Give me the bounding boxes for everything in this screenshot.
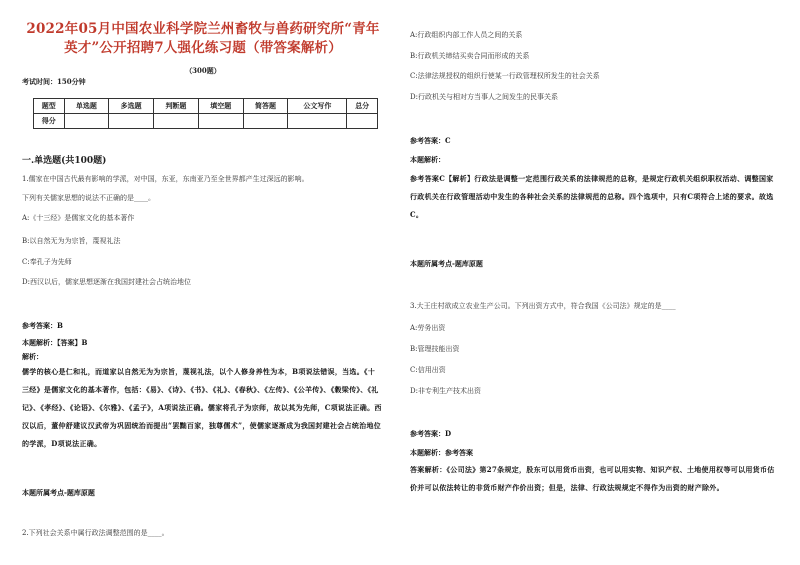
score-header-cell: 多选题	[109, 99, 154, 114]
score-cell	[288, 114, 347, 129]
q1-option-d: D:西汉以后，儒家思想逐渐在我国封建社会占统治地位	[22, 278, 191, 286]
score-cell	[243, 114, 288, 129]
q1-option-b: B:以自然无为为宗旨，蔑视礼法	[22, 237, 121, 245]
q1-option-c: C:奉孔子为先师	[22, 258, 72, 266]
q2-analysis-label: 本题解析：	[410, 155, 445, 164]
q1-option-a: A:《十三经》是儒家文化的基本著作	[22, 214, 135, 222]
score-header-cell: 填空题	[198, 99, 243, 114]
score-note: （300题）	[185, 66, 221, 75]
q1-analysis-head: 解析：	[22, 352, 43, 361]
q1-answer: 参考答案：B	[22, 321, 63, 330]
q2-option-b: B:行政机关缔结买卖合同而形成的关系	[410, 52, 530, 60]
q3-option-a: A:劳务出资	[410, 324, 446, 332]
score-cell	[347, 114, 378, 129]
q1-stem-line2: 下列有关儒家思想的说法不正确的是____。	[22, 194, 155, 202]
score-table	[33, 98, 378, 129]
q1-analysis-label: 本题解析：【答案】B	[22, 338, 88, 347]
score-header-cell: 单选题	[64, 99, 109, 114]
q2-option-c: C:法律法规授权的组织行使某一行政管理权所发生的社会关系	[410, 72, 600, 80]
score-header-cell: 公文写作	[288, 99, 347, 114]
q3-analysis-label: 本题解析：参考答案	[410, 448, 473, 457]
score-header-cell: 判断题	[154, 99, 199, 114]
score-header-cell: 总分	[347, 99, 378, 114]
document-title: 2022年05月中国农业科学院兰州畜牧与兽药研究所“青年英才”公开招聘7人强化练习题（带答案解析）	[26, 21, 380, 56]
q2-option-a: A:行政组织内部工作人员之间的关系	[410, 31, 523, 39]
q2-answer: 参考答案：C	[410, 136, 451, 145]
section-heading: 一.单选题(共100题)	[22, 156, 107, 166]
score-cell	[109, 114, 154, 129]
q2-analysis-body: 参考答案C【解析】行政法是调整一定范围行政关系的法律规范的总称，是规定行政机关组织职权活动、调整国家行政机关在行政管理活动中发生的各种社会关系的法律规范的总称。四个选项中，只有C项符合上述的要求。故选C。	[410, 174, 774, 219]
q2-exam-point: 本题所属考点-题库原题	[410, 259, 483, 268]
q1-exam-point: 本题所属考点-题库原题	[22, 488, 95, 497]
q3-answer: 参考答案：D	[410, 429, 452, 438]
score-header-cell: 简答题	[243, 99, 288, 114]
score-table-header-row	[34, 99, 378, 114]
score-row-label: 得分	[34, 114, 65, 129]
q2-option-d: D:行政机关与相对方当事人之间发生的民事关系	[410, 93, 558, 101]
q3-option-d: D:非专利生产技术出资	[410, 387, 481, 395]
q3-analysis-body: 答案解析：《公司法》第27条规定，股东可以用货币出资，也可以用实物、知识产权、土地使用权等可以用货币估价并可以依法转让的非货币财产作价出资；但是，法律、行政法规规定不得作为出资的财产除外。	[410, 465, 775, 492]
q1-stem-line1: 1.儒家在中国古代最有影响的学派，对中国，东亚，东南亚乃至全世界都产生过深远的影响。	[22, 175, 309, 183]
exam-time: 考试时间：150分钟	[22, 77, 86, 86]
score-header-cell: 题型	[34, 99, 65, 114]
q3-option-b: B:管理技能出资	[410, 345, 460, 353]
score-table-row	[34, 114, 378, 129]
score-cell	[154, 114, 199, 129]
q2-stem: 2.下列社会关系中属行政法调整范围的是____。	[22, 529, 169, 537]
q3-stem: 3.大王庄村欲成立农业生产公司。下列出资方式中，符合我国《公司法》规定的是____	[410, 302, 676, 310]
score-cell	[198, 114, 243, 129]
q1-analysis-body: 儒学的核心是仁和礼，而道家以自然无为为宗旨，蔑视礼法，以个人修身养性为本，B项说法错误，当选。《十三经》是儒家文化的基本著作，包括：《易》、《诗》、《书》、《礼》、《春秋》、《左传》、《公羊传》、《穀梁传》、《礼记》、《孝经》、《论语》、《尔雅》、《孟子》，A项说法正确。儒家将孔子为宗师，故以其为先师，C项说法正确。西汉以后，董仲舒建议汉武帝为巩固统治而提出“罢黜百家，独尊儒术”，使儒家逐渐成为我国封建社会占统治地位的学派，D项说法正确。	[22, 367, 382, 448]
score-cell	[64, 114, 109, 129]
q3-option-c: C:信用出资	[410, 366, 446, 374]
